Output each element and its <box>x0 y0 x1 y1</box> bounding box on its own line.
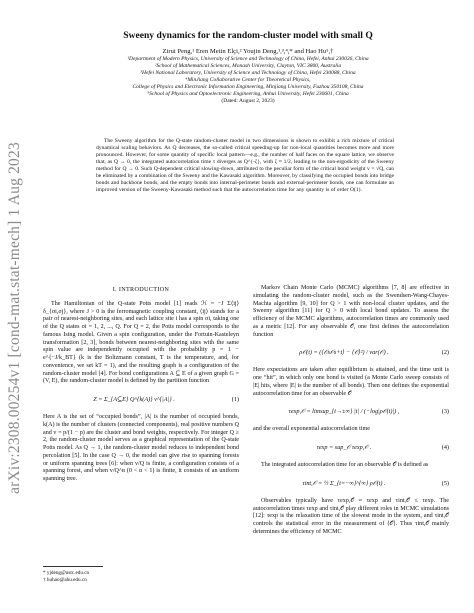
right-paragraph-1: Markov Chain Monte Carlo (MCMC) algorithms [7, 8] are effective in simulating the random-cluster model, such as the Swendsen-Wang-Chayes-Machta algorithm [9, 10] for Q > 1 with non-local cluster updates, and the Sweeny algorithm [11] for Q > 0 with local bond updates. To assess the efficiency of the MCMC algorithms, autocorrelation times are commonly used as a metric [12]. For any observable 𝒪, one first defines the autocorrelation function <box>253 285 449 338</box>
equation-2-body: ρ𝒪(t) = (⟨𝒪s𝒪s+t⟩ − ⟨𝒪⟩²) / var(𝒪) . <box>299 349 389 357</box>
author-list: Zirui Peng,¹ Eren Metin Elçi,² Youjin Deng,¹,³,⁴,* and Hao Hu⁵,† <box>162 48 334 55</box>
equation-5-number: (5) <box>441 479 449 487</box>
paper-header <box>40 30 456 105</box>
footnote-email-2: † huhao@ahu.edu.cn <box>43 577 87 583</box>
intro-paragraph-2: Here A is the set of “occupied bonds”, |A| is the number of occupied bonds, k(A) is the number of clusters (connected components), real positive numbers Q and v = p/(1 − p) are the cluster and bond weights, respectively. For integer Q ≥ 2, the random-cluster model serves as a graphical representation of the Q-state Potts model. As Q → 1, the random-cluster model reduces to independent bond percolation [5]. In the case Q → 0, the model can give rise to spanning forests or uniform spanning trees [6]: when v/Q is finite, a configuration consists of a spanning forest, and when v/Q^α (0 < α < 1) is finite, it consists of an uniform spanning tree. <box>43 414 239 482</box>
equation-5-body: τint,𝒪 = ½ Σ_{t=−∞}^{∞} ρ𝒪(t) . <box>302 479 386 487</box>
affiliation-3: ³Hefei National Laboratory, University of Science and Technology of China, Hefei 230088, China <box>140 69 356 76</box>
equation-2-number: (2) <box>441 349 449 357</box>
right-column <box>253 285 449 537</box>
intro-paragraph-1: The Hamiltonian of the Q-state Potts model [1] reads ℋ = −J Σ⟨ij⟩ δ_{σi,σj}, where J > 0 is the ferromagnetic coupling constant, ⟨ij⟩ stands for a pair of nearest-neighboring sites, and each lattice site i has a spin σi, taking one of the Q states σi = 1, 2, ..., Q. For Q = 2, the Potts model corresponds to the famous Ising model. Given a spin configuration, under the Fortuin-Kasteleyn transformation [2, 3], bonds between nearest-neighboring sites with the same spin value are independently occupied with the probability p = 1 − e^{−J/k_BT} (k is the Boltzmann constant, T is the temperature, and, for convenience, we set kT = 1), and the resulting graph is a configuration of the random-cluster model [4]. For bond configurations A ⊆ E of a given graph G = (V, E), the random-cluster model is defined by the partition function <box>43 300 239 385</box>
footnotes <box>43 566 239 584</box>
section-heading-introduction: I. INTRODUCTION <box>112 286 170 293</box>
arxiv-identifier-text: arXiv:2308.00254v1 [cond-mat.stat-mech] 1 Aug 2023 <box>6 142 24 494</box>
equation-4-body: τexp = sup_𝒪 τexp,𝒪 . <box>316 444 372 452</box>
abstract: The Sweeny algorithm for the Q-state random-cluster model in two dimensions is shown to exhibit a rich mixture of critical dynamical scaling behaviors. As Q decreases, the so-called critical speeding-up for non-local quantities becomes more and more pronounced. However, for some quantity of specific local pattern—e.g., the number of half faces on the square lattice, we observe that, as Q → 0, the integrated autocorrelation time τ diverges as Q^{-ζ}, with ζ ≈ 1/2, leading to the non-ergodicity of the Sweeny method for Q → 0. Such Q-dependent critical slowing-down, attributed to the peculiar form of the critical bond weight v = √Q, can be eliminated by a combination of the Sweeny and the Kawasaki algorithm. Moreover, by classifying the occupied bonds into bridge bonds and backbone bonds, and the empty bonds into internal-perimeter bonds and external-perimeter bonds, one can formulate an improved version of the Sweeny-Kawasaki method such that the autocorrelation time for any quantity is of order O(1). <box>96 138 394 194</box>
affiliation-4: ⁴MinJiang Collaborative Center for Theoretical Physics, <box>185 76 311 83</box>
affiliation-2: ²School of Mathematical Sciences, Monash University, Clayton, VIC 3800, Australia <box>154 62 342 69</box>
right-paragraph-5: Observables typically have τexp,𝒪 ≈ τexp and τint,𝒪 ≤ τexp. The autocorrelation times τexp and τint,𝒪 play different roles in MCMC simulations [12]: τexp is the relaxation time of the slowest mode in the system, and τint,𝒪 controls the statistical error in the measurement of ⟨𝒪⟩. Thus τint,𝒪 mainly determines the efficiency of MCMC <box>253 497 449 535</box>
right-paragraph-2: Here expectations are taken after equilibrium is attained, and the time unit is one “hit”, in which only one bond is visited (a Monte Carlo sweep consists of |E| hits, where |E| is the number of all bonds). Then one defines the exponential autocorrelation time for an observable 𝒪 <box>253 367 449 397</box>
equation-3-body: τexp,𝒪 = limsup_{t→±∞} |t| / (−log|ρ𝒪(t)|) , <box>288 408 400 416</box>
arxiv-identifier-stamp <box>2 142 28 494</box>
equation-1-body: Z = Σ_{A⊆E} Q^{k(A)} v^{|A|} . <box>93 396 175 404</box>
affiliation-5: ⁵School of Physics and Optoelectronic Engineering, Anhui University, Hefei 230601, China <box>147 90 349 97</box>
equation-1 <box>43 391 239 409</box>
equation-5 <box>253 475 449 493</box>
equation-3 <box>253 403 449 421</box>
paper-date: (Dated: August 2, 2023) <box>221 98 275 105</box>
right-paragraph-3: and the overall exponential autocorrelation time <box>253 426 370 433</box>
equation-2 <box>253 344 449 362</box>
left-column <box>43 285 239 484</box>
equation-4-number: (4) <box>441 444 449 452</box>
footnote-divider <box>43 566 103 567</box>
affiliation-1: ¹Department of Modern Physics, University of Science and Technology of China, Hefei, Anhui 230026, China <box>127 56 369 62</box>
equation-1-number: (1) <box>231 396 239 404</box>
right-paragraph-4: The integrated autocorrelation time for an observable 𝒪 is defined as <box>261 462 429 468</box>
paper-title: Sweeny dynamics for the random-cluster model with small Q <box>123 30 373 41</box>
equation-4 <box>253 439 449 457</box>
affiliation-4-cont: College of Physics and Electronic Information Engineering, Minjiang University, Fuzhou 350108, China <box>132 83 364 90</box>
equation-3-number: (3) <box>441 408 449 416</box>
footnote-email-1: * yjdeng@ustc.edu.cn <box>43 570 90 576</box>
